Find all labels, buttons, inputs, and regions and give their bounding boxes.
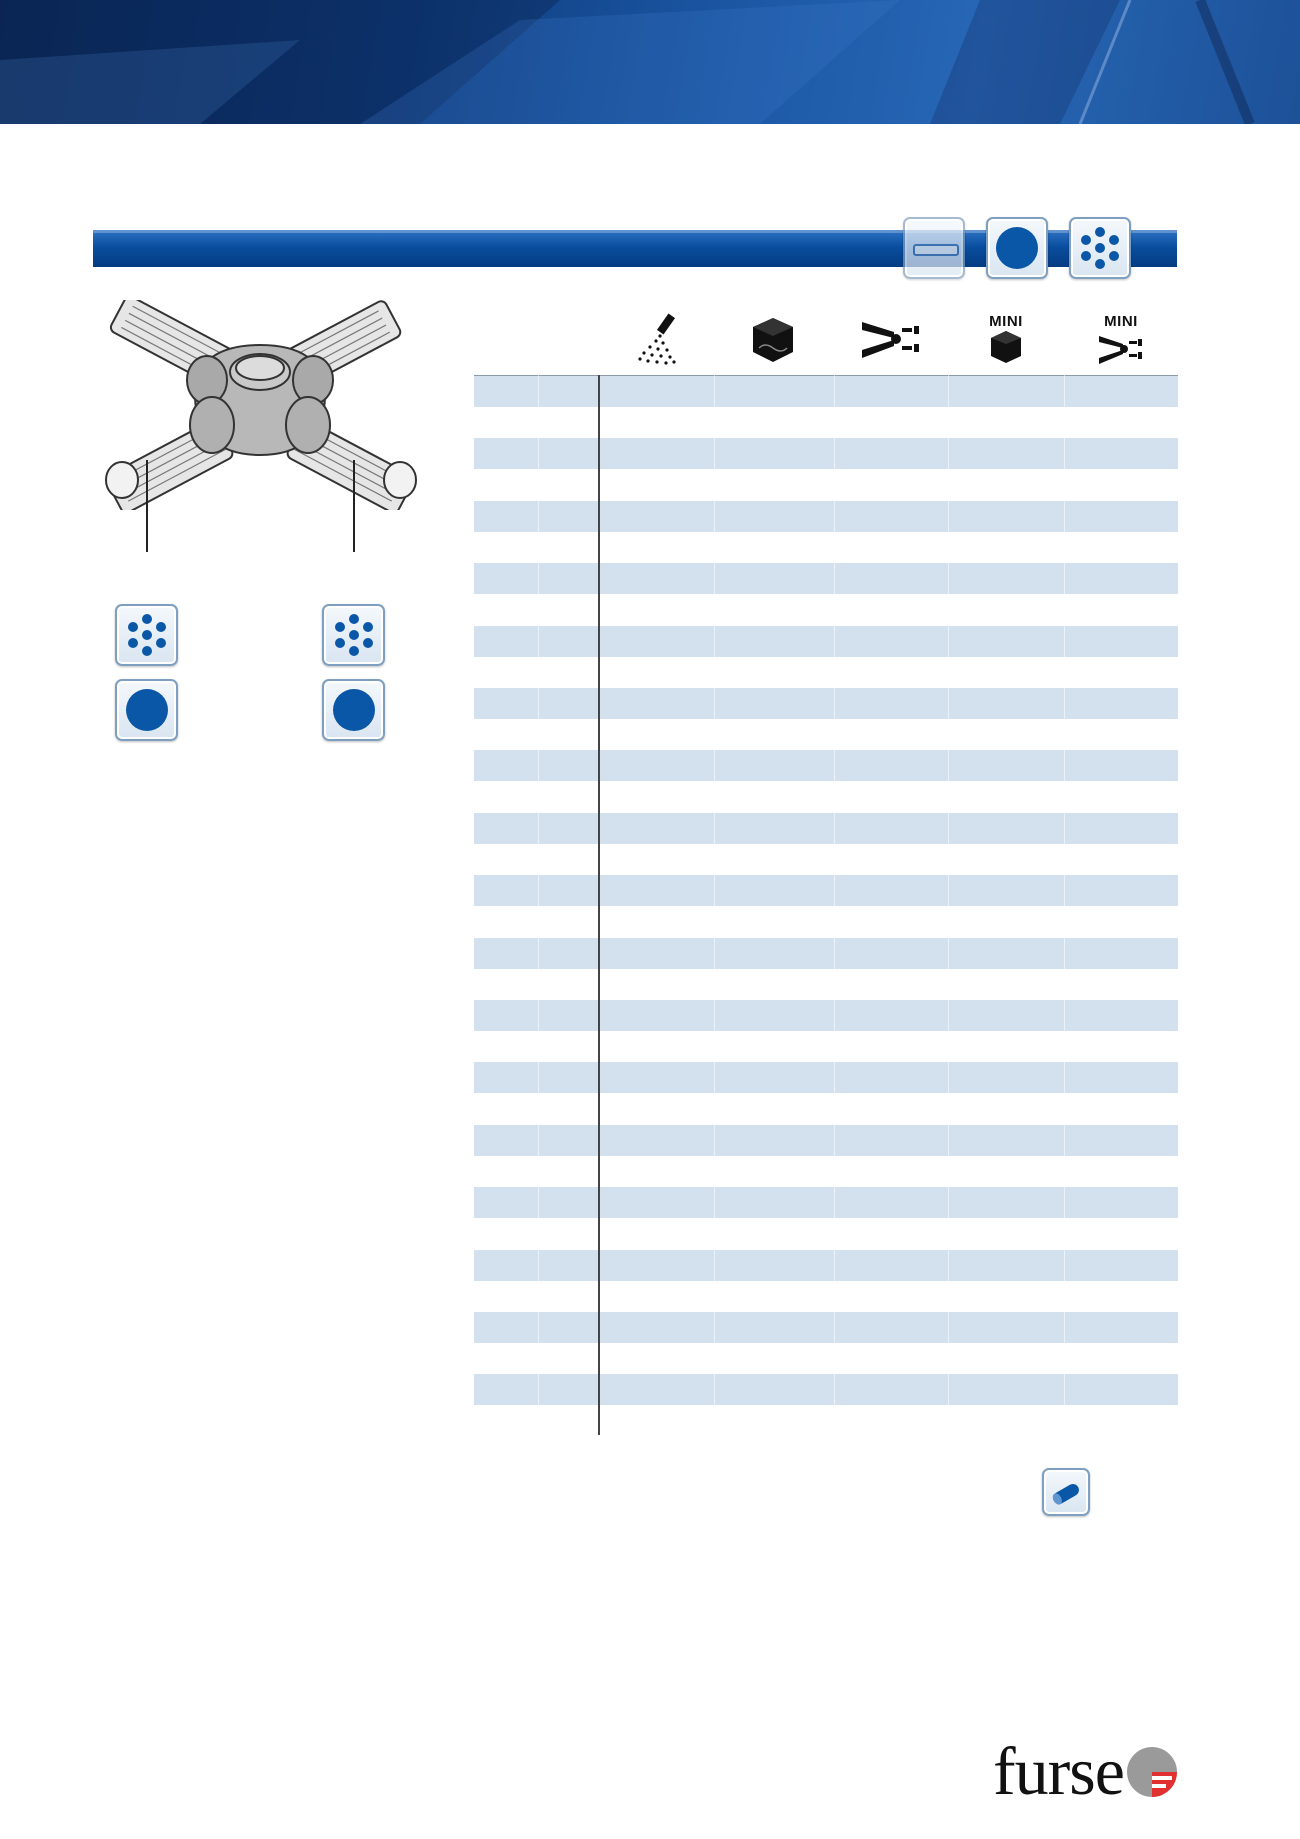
mini-mould-icon	[990, 330, 1022, 364]
column-separator	[834, 375, 835, 1405]
table-row	[474, 438, 1178, 469]
header-banner	[0, 0, 1300, 124]
right-leader-line	[353, 460, 355, 552]
welding-powder-icon	[630, 310, 680, 368]
column-separator	[538, 375, 539, 1405]
flat-tape-icon	[903, 217, 965, 279]
left-solid-conductor-icon	[115, 679, 178, 741]
table-row	[474, 688, 1178, 719]
column-separator	[948, 375, 949, 1405]
table-row	[474, 563, 1178, 594]
table-row	[474, 1374, 1178, 1405]
handle-clamp-icon	[860, 318, 922, 362]
table-row	[474, 938, 1178, 969]
mini-label-handle-clamp: MINI	[1104, 313, 1138, 330]
table-row	[474, 1000, 1178, 1031]
table-row	[474, 501, 1178, 532]
mini-label-mould: MINI	[989, 313, 1023, 330]
banner-graphic	[0, 0, 1300, 124]
table-row	[474, 813, 1178, 844]
table-row	[474, 750, 1178, 781]
table-row	[474, 376, 1178, 407]
table-row	[474, 1125, 1178, 1156]
right-solid-conductor-icon	[322, 679, 385, 741]
table-row	[474, 1062, 1178, 1093]
column-separator	[714, 375, 715, 1405]
cable-sleeve-icon	[1042, 1468, 1090, 1516]
table-row	[474, 1250, 1178, 1281]
column-separator	[1064, 375, 1065, 1405]
table-vertical-divider	[598, 375, 600, 1435]
table-row	[474, 1312, 1178, 1343]
furse-logo-mark	[1126, 1746, 1178, 1798]
cross-connector-illustration	[100, 300, 420, 510]
furse-logo-text: furse	[993, 1733, 1124, 1809]
mini-handle-clamp-icon	[1097, 334, 1145, 366]
table-row	[474, 875, 1178, 906]
left-stranded-conductor-icon	[115, 604, 178, 666]
table-row	[474, 626, 1178, 657]
solid-conductor-icon	[986, 217, 1048, 279]
table-row	[474, 1187, 1178, 1218]
right-stranded-conductor-icon	[322, 604, 385, 666]
left-leader-line	[146, 460, 148, 552]
mould-icon	[751, 316, 795, 364]
stranded-conductor-icon	[1069, 217, 1131, 279]
